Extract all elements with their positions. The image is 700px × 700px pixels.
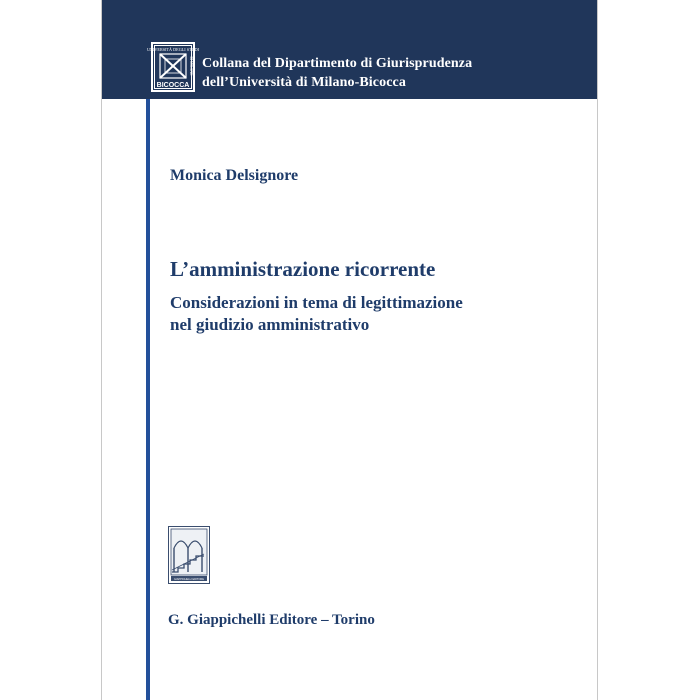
accent-bar	[146, 99, 150, 700]
series-title-line-2: dell’Università di Milano-Bicocca	[202, 75, 406, 90]
university-seal-icon	[146, 42, 200, 92]
publisher-logo-caption: GIAPPICHELLI EDITORE	[174, 578, 204, 581]
series-header-band	[102, 0, 597, 99]
series-title-line-1: Collana del Dipartimento di Giurisprudenza	[202, 56, 473, 71]
publisher-name: G. Giappichelli Editore – Torino	[168, 612, 375, 628]
book-title: L’amministrazione ricorrente	[170, 257, 436, 281]
seal-text-top: UNIVERSITÀ DEGLI STUDI	[146, 47, 200, 52]
author-name: Monica Delsignore	[170, 167, 299, 184]
book-subtitle-line-1: Considerazioni in tema di legittimazione	[170, 293, 463, 312]
book-subtitle-line-2: nel giudizio amministrativo	[170, 315, 370, 334]
seal-text-side: DI MILANO	[189, 56, 193, 76]
book-cover	[101, 0, 598, 700]
publisher-staircase-icon	[168, 526, 210, 584]
seal-text-bottom: BICOCCA	[156, 82, 190, 89]
